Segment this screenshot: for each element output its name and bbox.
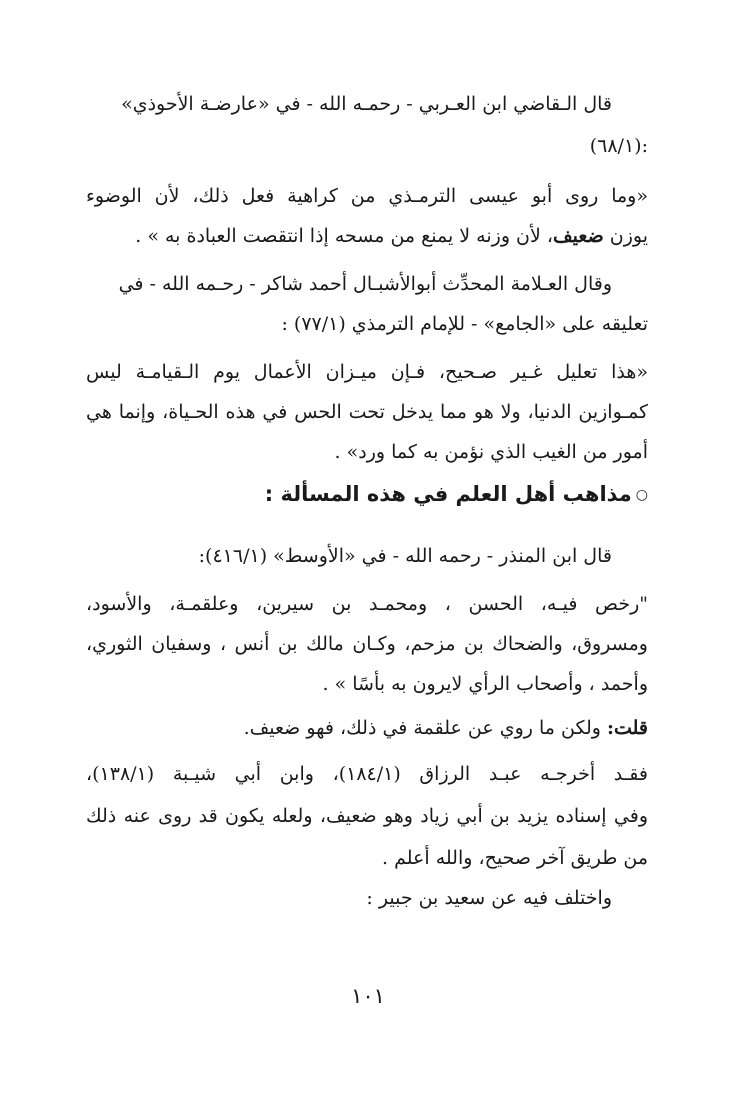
text-line: "رخص فيـه، الحسن ، ومحمـد بن سيرين، وعلقمـة، والأسود، [86,593,648,615]
text-line: «وما روى أبو عيسى الترمـذي من كراهية فعل ذلك، لأن الوضوء [86,185,648,207]
text-segment: ولكن ما روي عن علقمة في ذلك، فهو ضعيف. [243,717,607,739]
text-line: «هذا تعليل غـير صـحيح، فـإن ميـزان الأعمال يوم الـقيامـة ليس [86,361,648,383]
text-line: تعليقه على «الجامع» - للإمام الترمذي (٧٧/١) : [281,313,648,335]
text-line: أمور من الغيب الذي نؤمن به كما ورد» . [334,441,648,463]
text-line: وفي إسناده يزيد بن أبي زياد وهو ضعيف، ولعله يكون قد روى عنه ذلك [86,805,648,827]
section-heading-text: مذاهب أهل العلم في هذه المسألة : [264,482,632,506]
text-line: :(٦٨/١) [589,135,648,157]
text-line: واختلف فيه عن سعيد بن جبير : [366,887,612,909]
text-line: قال ابن المنذر - رحمه الله - في «الأوسط» (٤١٦/١): [198,545,612,567]
text-line: ومسروق، والضحاك بن مزحم، وكـان مالك بن أنس ، وسفيان الثوري، [86,633,648,655]
text-line [135,218,648,254]
text-line: فقـد أخرجـه عبـد الرزاق (١٨٤/١)، وابن أبي شيـبة (١٣٨/١)، [86,763,648,785]
text-line: قال الـقاضي ابن العـربي - رحمـه الله - في «عارضـة الأحوذي» [121,93,612,115]
text-segment: يوزن [603,225,648,247]
text-line: من طريق آخر صحيح، والله أعلم . [382,847,648,869]
text-line: وقال العـلامة المحدِّث أبوالأشبـال أحمد شاكر - رحـمه الله - في [118,273,612,295]
text-line: وأحمد ، وأصحاب الرأي لايرون به بأسًا » . [322,673,648,695]
bold-word: ضعيف [553,225,604,247]
page-number: ١٠١ [351,984,385,1008]
text-line [244,710,648,746]
circle-bullet-icon: ○ [635,487,648,503]
text-line: كمـوازين الدنيا، ولا هو مما يدخل تحت الحس في هذه الحـياة، وإنما هي [86,401,648,423]
section-heading [265,476,648,513]
qult-label: قلت: [606,717,648,739]
text-segment: ، لأن وزنه لا يمنع من مسحه إذا انتقصت العبادة به » . [135,225,554,247]
